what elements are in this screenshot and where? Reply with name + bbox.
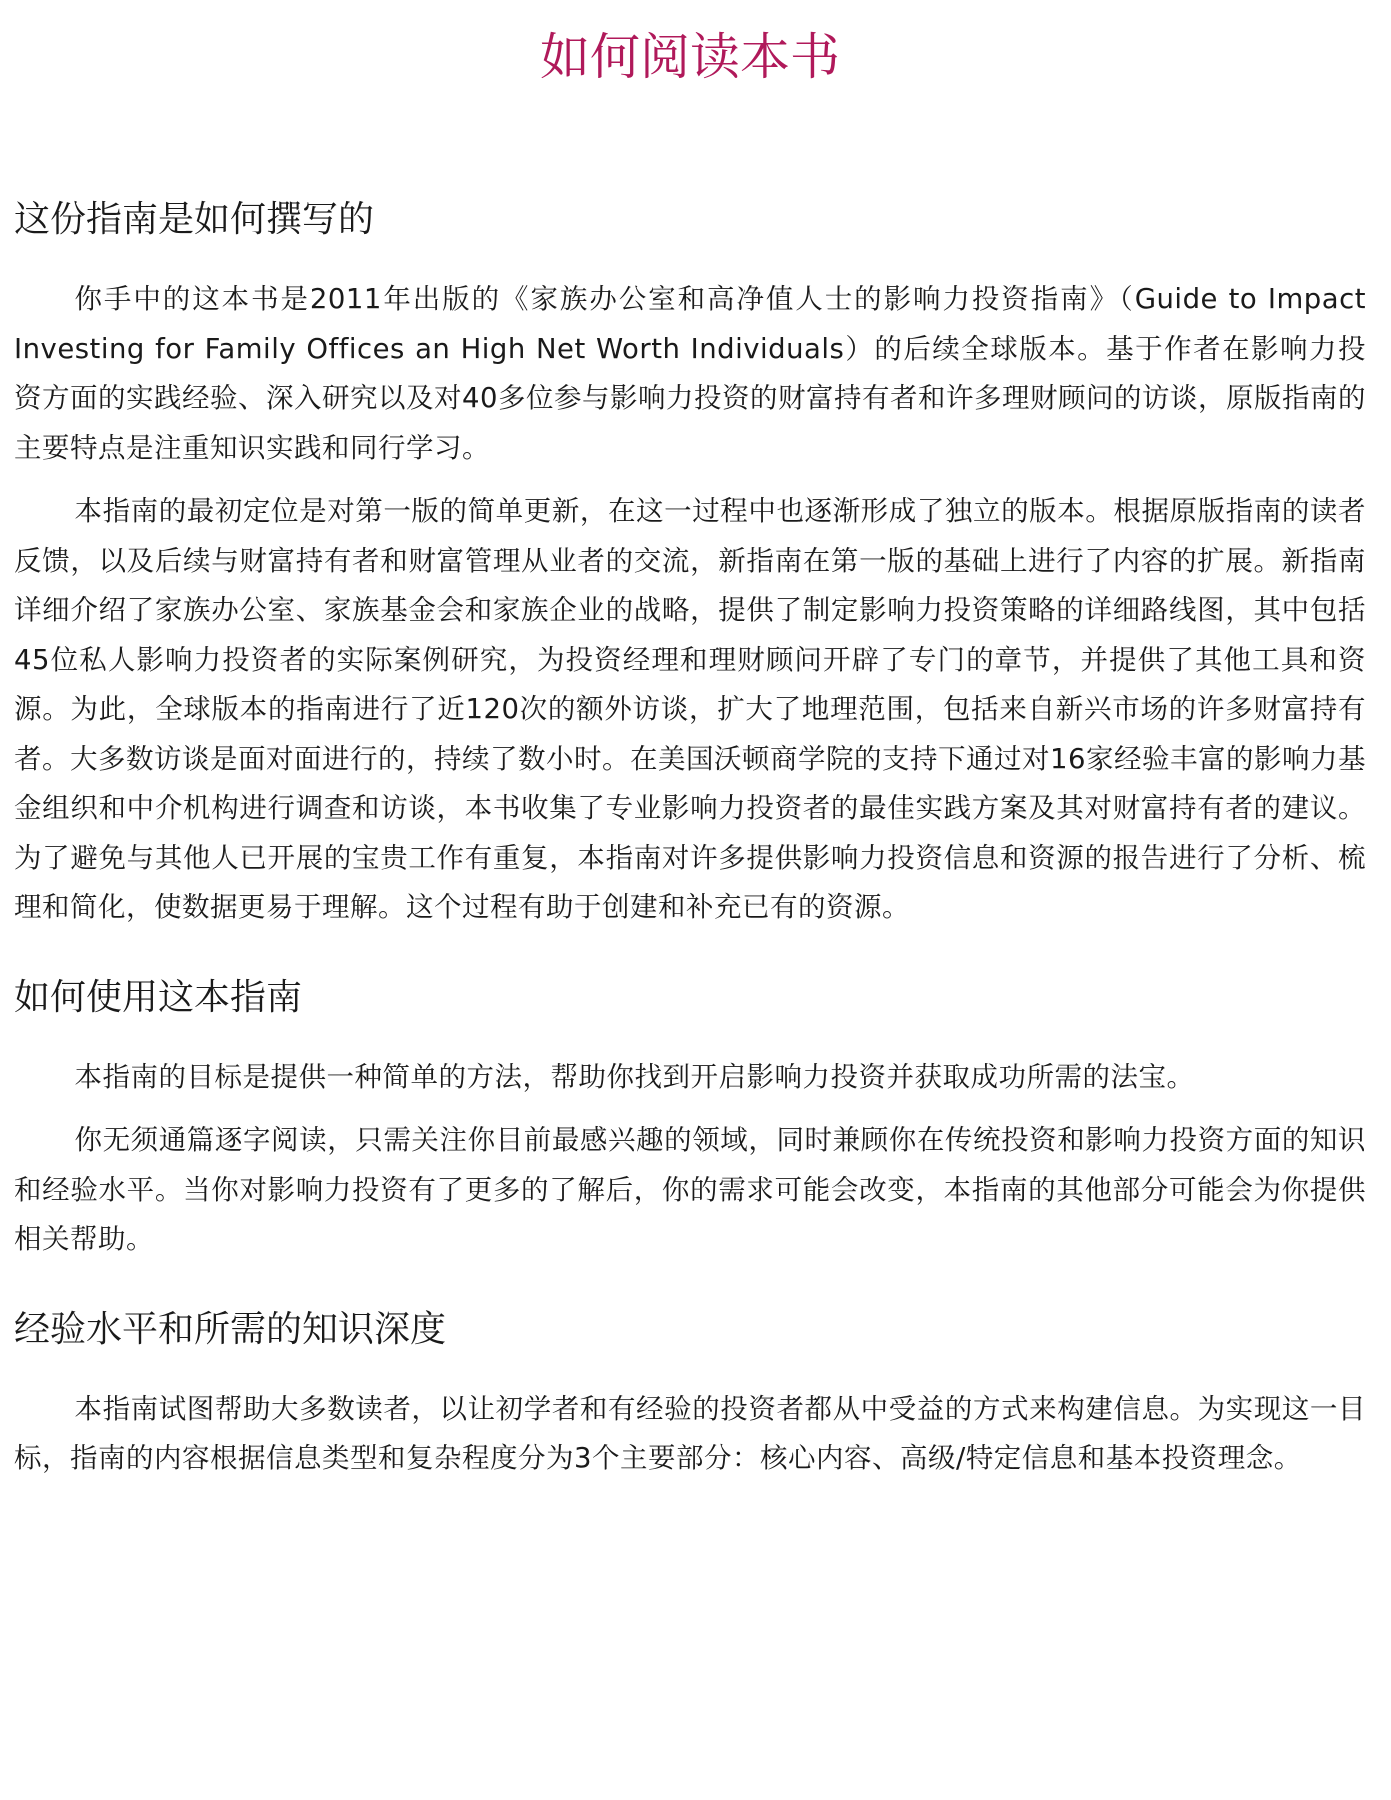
paragraph: 本指南的目标是提供一种简单的方法，帮助你找到开启影响力投资并获取成功所需的法宝。 (74, 1060, 1195, 1093)
section-experience-level (14, 1305, 1366, 1484)
paragraph: 本指南试图帮助大多数读者，以让初学者和有经验的投资者都从中受益的方式来构建信息。为实现这一目标，指南的内容根据信息类型和复杂程度分为3个主要部分：核心内容、高级/特定信息和基本投资理念。 (14, 1392, 1366, 1474)
section-heading: 如何使用这本指南 (14, 976, 303, 1018)
document-page (14, 22, 1366, 1524)
section-how-written (14, 195, 1366, 933)
paragraph: 本指南的最初定位是对第一版的简单更新，在这一过程中也逐渐形成了独立的版本。根据原版指南的读者反馈，以及后续与财富持有者和财富管理从业者的交流，新指南在第一版的基础上进行了内容的扩展。新指南详细介绍了家族办公室、家族基金会和家族企业的战略，提供了制定影响力投资策略的详细路线图，其中包括45位私人影响力投资者的实际案例研究，为投资经理和理财顾问开辟了专门的章节，并提供了其他工具和资源。为此，全球版本的指南进行了近120次的额外访谈，扩大了地理范围，包括来自新兴市场的许多财富持有者。大多数访谈是面对面进行的，持续了数小时。在美国沃顿商学院的支持下通过对16家经验丰富的影响力基金组织和中介机构进行调查和访谈，本书收集了专业影响力投资者的最佳实践方案及其对财富持有者的建议。为了避免与其他人已开展的宝贵工作有重复，本指南对许多提供影响力投资信息和资源的报告进行了分析、梳理和简化，使数据更易于理解。这个过程有助于创建和补充已有的资源。 (14, 495, 1366, 923)
paragraph: 你手中的这本书是2011年出版的《家族办公室和高净值人士的影响力投资指南》（Guide to Impact Investing for Family Offices an High Net Worth Individuals）的后续全球版本。基于作者在影响力投资方面的实践经验、深入研究以及对40多位参与影响力投资的财富持有者和许多理财顾问的访谈，原版指南的主要特点是注重知识实践和同行学习。 (14, 283, 1366, 464)
paragraph: 你无须通篇逐字阅读，只需关注你目前最感兴趣的领域，同时兼顾你在传统投资和影响力投资方面的知识和经验水平。当你对影响力投资有了更多的了解后，你的需求可能会改变，本指南的其他部分可能会为你提供相关帮助。 (14, 1124, 1366, 1255)
page-title: 如何阅读本书 (540, 28, 840, 86)
section-heading: 这份指南是如何撰写的 (14, 199, 375, 240)
section-heading: 经验水平和所需的知识深度 (14, 1308, 447, 1350)
section-how-to-use (14, 973, 1366, 1265)
